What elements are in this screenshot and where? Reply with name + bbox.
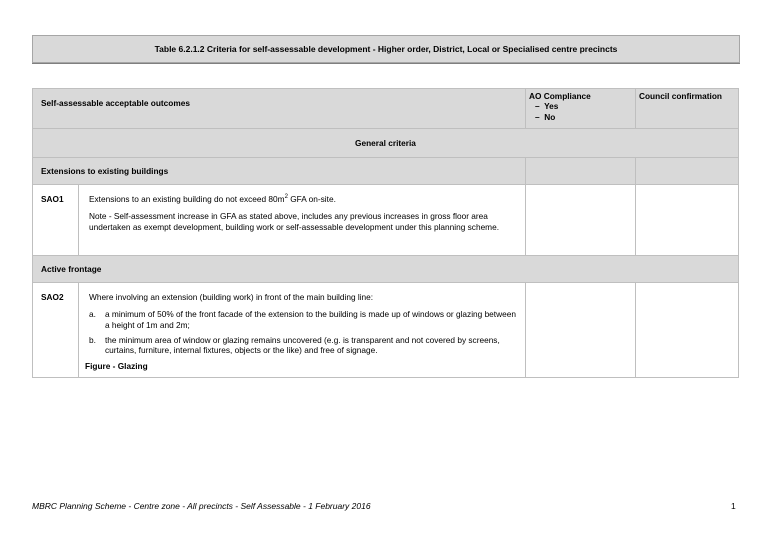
sao1-code: SAO1: [33, 185, 79, 256]
sao2-item-a-text: a minimum of 50% of the front facade of the extension to the building is made up of windows or glazing between a height of 1m and 2m;: [105, 309, 516, 330]
sao2-item-b-text: the minimum area of window or glazing remains uncovered (e.g. is transparent and not covered by screens, curtains, furniture, internal fixtures, objects or the like) and free of signage.: [105, 335, 500, 356]
table-header-row: [33, 89, 739, 129]
section-active-heading: Active frontage: [33, 256, 739, 283]
ao-no-label: No: [544, 111, 556, 122]
page-number: 1: [731, 501, 736, 511]
sao2-intro: Where involving an extension (building work) in front of the main building line:: [89, 292, 374, 302]
figure-caption: Figure - Glazing: [85, 360, 148, 371]
ao-no: [529, 112, 632, 122]
sao2-ao-compliance-cell[interactable]: [526, 283, 636, 378]
sao1-text: [79, 185, 526, 256]
ao-yes-label: Yes: [544, 101, 559, 112]
sao1-sup: 2: [284, 194, 288, 201]
sao1-note: Note - Self-assessment increase in GFA as stated above, includes any previous increases in gross floor area undertaken as exempt development, building work or self-assessable development under this planning scheme.: [89, 211, 500, 232]
extensions-section-row: [33, 158, 739, 185]
sao1-statement: [89, 194, 519, 204]
sao1-row: [33, 185, 739, 256]
ao-yes: [529, 101, 632, 111]
section-extensions-council-cell: [636, 158, 739, 185]
ao-dash: –: [535, 101, 540, 112]
ao-compliance-label: AO Compliance: [529, 91, 591, 101]
page-footer: MBRC Planning Scheme - Centre zone - All precincts - Self Assessable - 1 February 2016: [32, 501, 371, 511]
header-outcomes: Self-assessable acceptable outcomes: [33, 89, 526, 129]
sao2-item-b-number: b.: [89, 335, 96, 346]
header-ao-compliance: [526, 89, 636, 129]
table-title: Table 6.2.1.2 Criteria for self-assessable development - Higher order, District, Local or Specialised centre precincts: [32, 35, 740, 63]
sao2-item-b: [89, 335, 519, 356]
sao2-item-a-number: a.: [89, 309, 96, 320]
sao1-council-cell[interactable]: [636, 185, 739, 256]
criteria-table: [32, 88, 739, 378]
sao2-row: [33, 283, 739, 378]
sao2-council-cell[interactable]: [636, 283, 739, 378]
sao2-text: [79, 283, 526, 378]
active-section-row: [33, 256, 739, 283]
sao1-text-pre: Extensions to an existing building do not exceed 80m: [89, 194, 285, 204]
sao1-ao-compliance-cell[interactable]: [526, 185, 636, 256]
sao2-code: SAO2: [33, 283, 79, 378]
general-criteria-row: [33, 129, 739, 158]
section-extensions-heading: Extensions to existing buildings: [33, 158, 526, 185]
sao2-item-a: [89, 309, 519, 330]
general-criteria-heading: General criteria: [33, 129, 739, 158]
ao-dash: –: [535, 111, 540, 122]
section-extensions-ao-cell: [526, 158, 636, 185]
sao1-text-post: GFA on-site.: [287, 194, 336, 204]
header-council-confirmation: Council confirmation: [636, 89, 739, 129]
